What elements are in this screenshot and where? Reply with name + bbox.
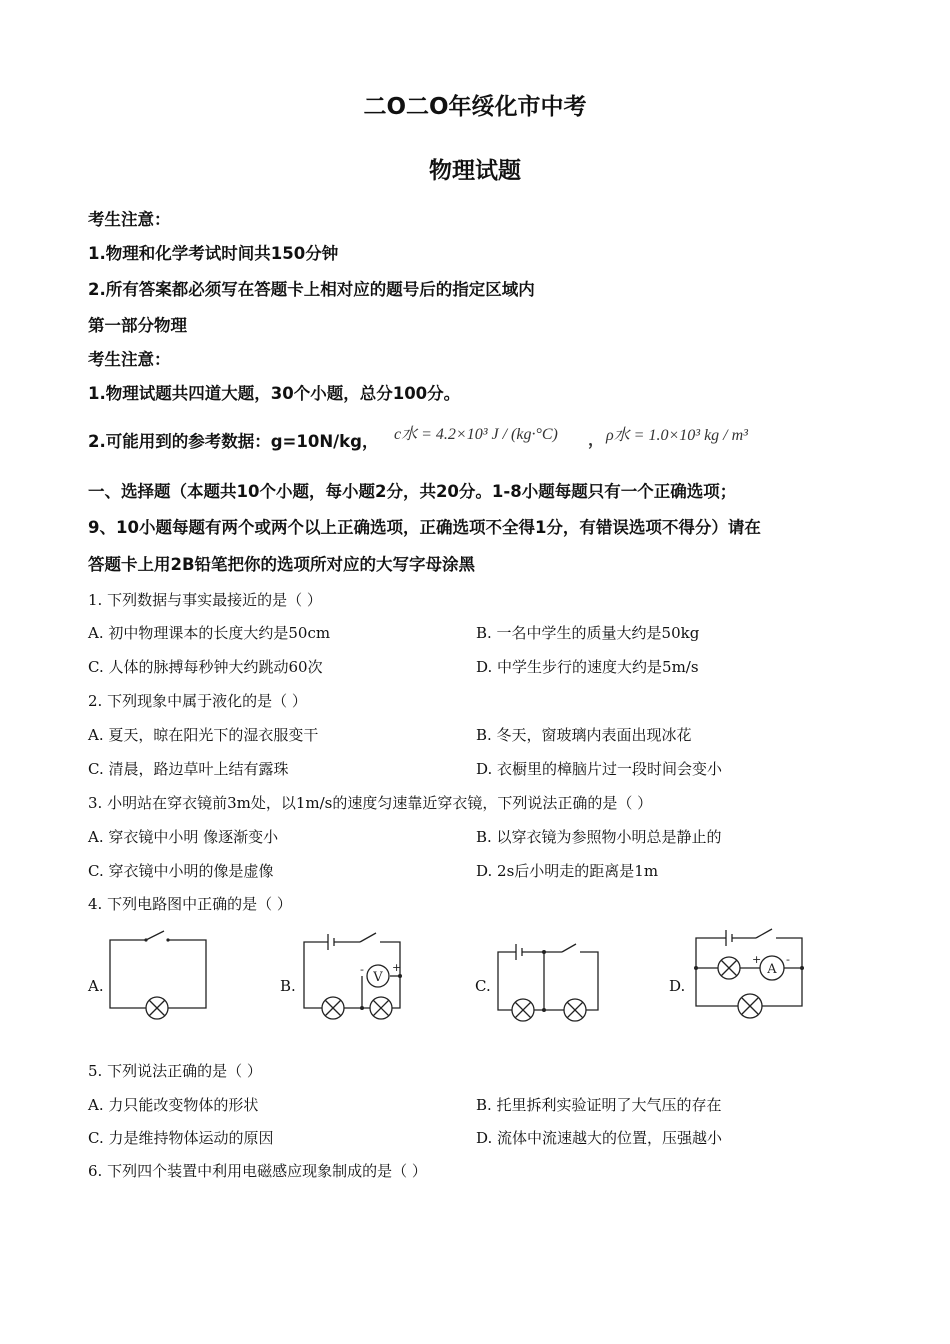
- notice-heading: 考生注意：: [88, 210, 171, 229]
- notice-item: 1.物理试题共四道大题，30个小题，总分100分。: [88, 384, 461, 403]
- option-b: B. 一名中学生的质量大约是50kg: [476, 624, 700, 642]
- formula-separator: ，: [588, 430, 605, 449]
- section-instructions: 答题卡上用2B铅笔把你的选项所对应的大写字母涂黑: [88, 555, 476, 574]
- option-a: A. 穿衣镜中小明 像逐渐变小: [88, 828, 279, 846]
- exam-title: 二O二O年绥化市中考: [363, 94, 587, 120]
- minus-terminal: -: [786, 953, 790, 966]
- option-c: C. 穿衣镜中小明的像是虚像: [88, 862, 274, 880]
- section-instructions: 9、10小题每题有两个或两个以上正确选项，正确选项不全得1分，有错误选项不得分）请在: [88, 518, 761, 537]
- circuit-c-label: C.: [475, 977, 491, 995]
- option-d: D. 中学生步行的速度大约是5m/s: [476, 658, 699, 676]
- circuit-diagram-d: [692, 922, 806, 1024]
- option-a: A. 力只能改变物体的形状: [88, 1096, 259, 1114]
- option-a: A. 初中物理课本的长度大约是50cm: [88, 624, 331, 642]
- ammeter-label: A: [767, 962, 777, 977]
- circuit-a-label: A.: [88, 977, 104, 995]
- circuit-diagram-c: [496, 938, 604, 1024]
- question-stem: 1. 下列数据与事实最接近的是（ ）: [88, 591, 322, 609]
- density-formula: ρ水 = 1.0×10³ kg / m³: [606, 427, 748, 444]
- option-c: C. 力是维持物体运动的原因: [88, 1129, 274, 1147]
- section-instructions: 一、选择题（本题共10个小题，每小题2分，共20分。1-8小题每题只有一个正确选项；: [88, 482, 737, 501]
- notice-item: 1.物理和化学考试时间共150分钟: [88, 244, 339, 263]
- specific-heat-formula: c水 = 4.2×10³ J / (kg·°C): [394, 426, 558, 443]
- plus-terminal: +: [392, 961, 402, 974]
- option-d: D. 衣橱里的樟脑片过一段时间会变小: [476, 760, 723, 778]
- part-title: 第一部分物理: [88, 316, 187, 335]
- option-d: D. 流体中流速越大的位置，压强越小: [476, 1129, 723, 1147]
- circuit-d-label: D.: [669, 977, 686, 995]
- exam-subtitle: 物理试题: [429, 158, 521, 184]
- question-stem: 2. 下列现象中属于液化的是（ ）: [88, 692, 307, 710]
- question-stem: 6. 下列四个装置中利用电磁感应现象制成的是（ ）: [88, 1162, 427, 1180]
- circuit-diagram-a: [108, 928, 210, 1024]
- notice-heading: 考生注意：: [88, 350, 171, 369]
- minus-terminal: -: [360, 963, 364, 976]
- option-c: C. 人体的脉搏每秒钟大约跳动60次: [88, 658, 323, 676]
- option-a: A. 夏天，晾在阳光下的湿衣服变干: [88, 726, 319, 744]
- notice-item: 2.所有答案都必须写在答题卡上相对应的题号后的指定区域内: [88, 280, 535, 299]
- option-c: C. 清晨，路边草叶上结有露珠: [88, 760, 289, 778]
- plus-terminal: +: [752, 953, 762, 966]
- voltmeter-label: V: [373, 970, 383, 985]
- question-stem: 3. 小明站在穿衣镜前3m处，以1m/s的速度匀速靠近穿衣镜，下列说法正确的是（ ）: [88, 794, 653, 812]
- option-b: B. 以穿衣镜为参照物小明总是静止的: [476, 828, 722, 846]
- circuit-b-label: B.: [280, 977, 296, 995]
- question-stem: 5. 下列说法正确的是（ ）: [88, 1062, 262, 1080]
- circuit-diagram-b: [302, 928, 406, 1024]
- question-stem: 4. 下列电路图中正确的是（ ）: [88, 895, 292, 913]
- option-b: B. 冬天，窗玻璃内表面出现冰花: [476, 726, 692, 744]
- option-b: B. 托里拆利实验证明了大气压的存在: [476, 1096, 722, 1114]
- notice-item: 2.可能用到的参考数据：g=10N/kg，: [88, 432, 379, 451]
- option-d: D. 2s后小明走的距离是1m: [476, 862, 659, 880]
